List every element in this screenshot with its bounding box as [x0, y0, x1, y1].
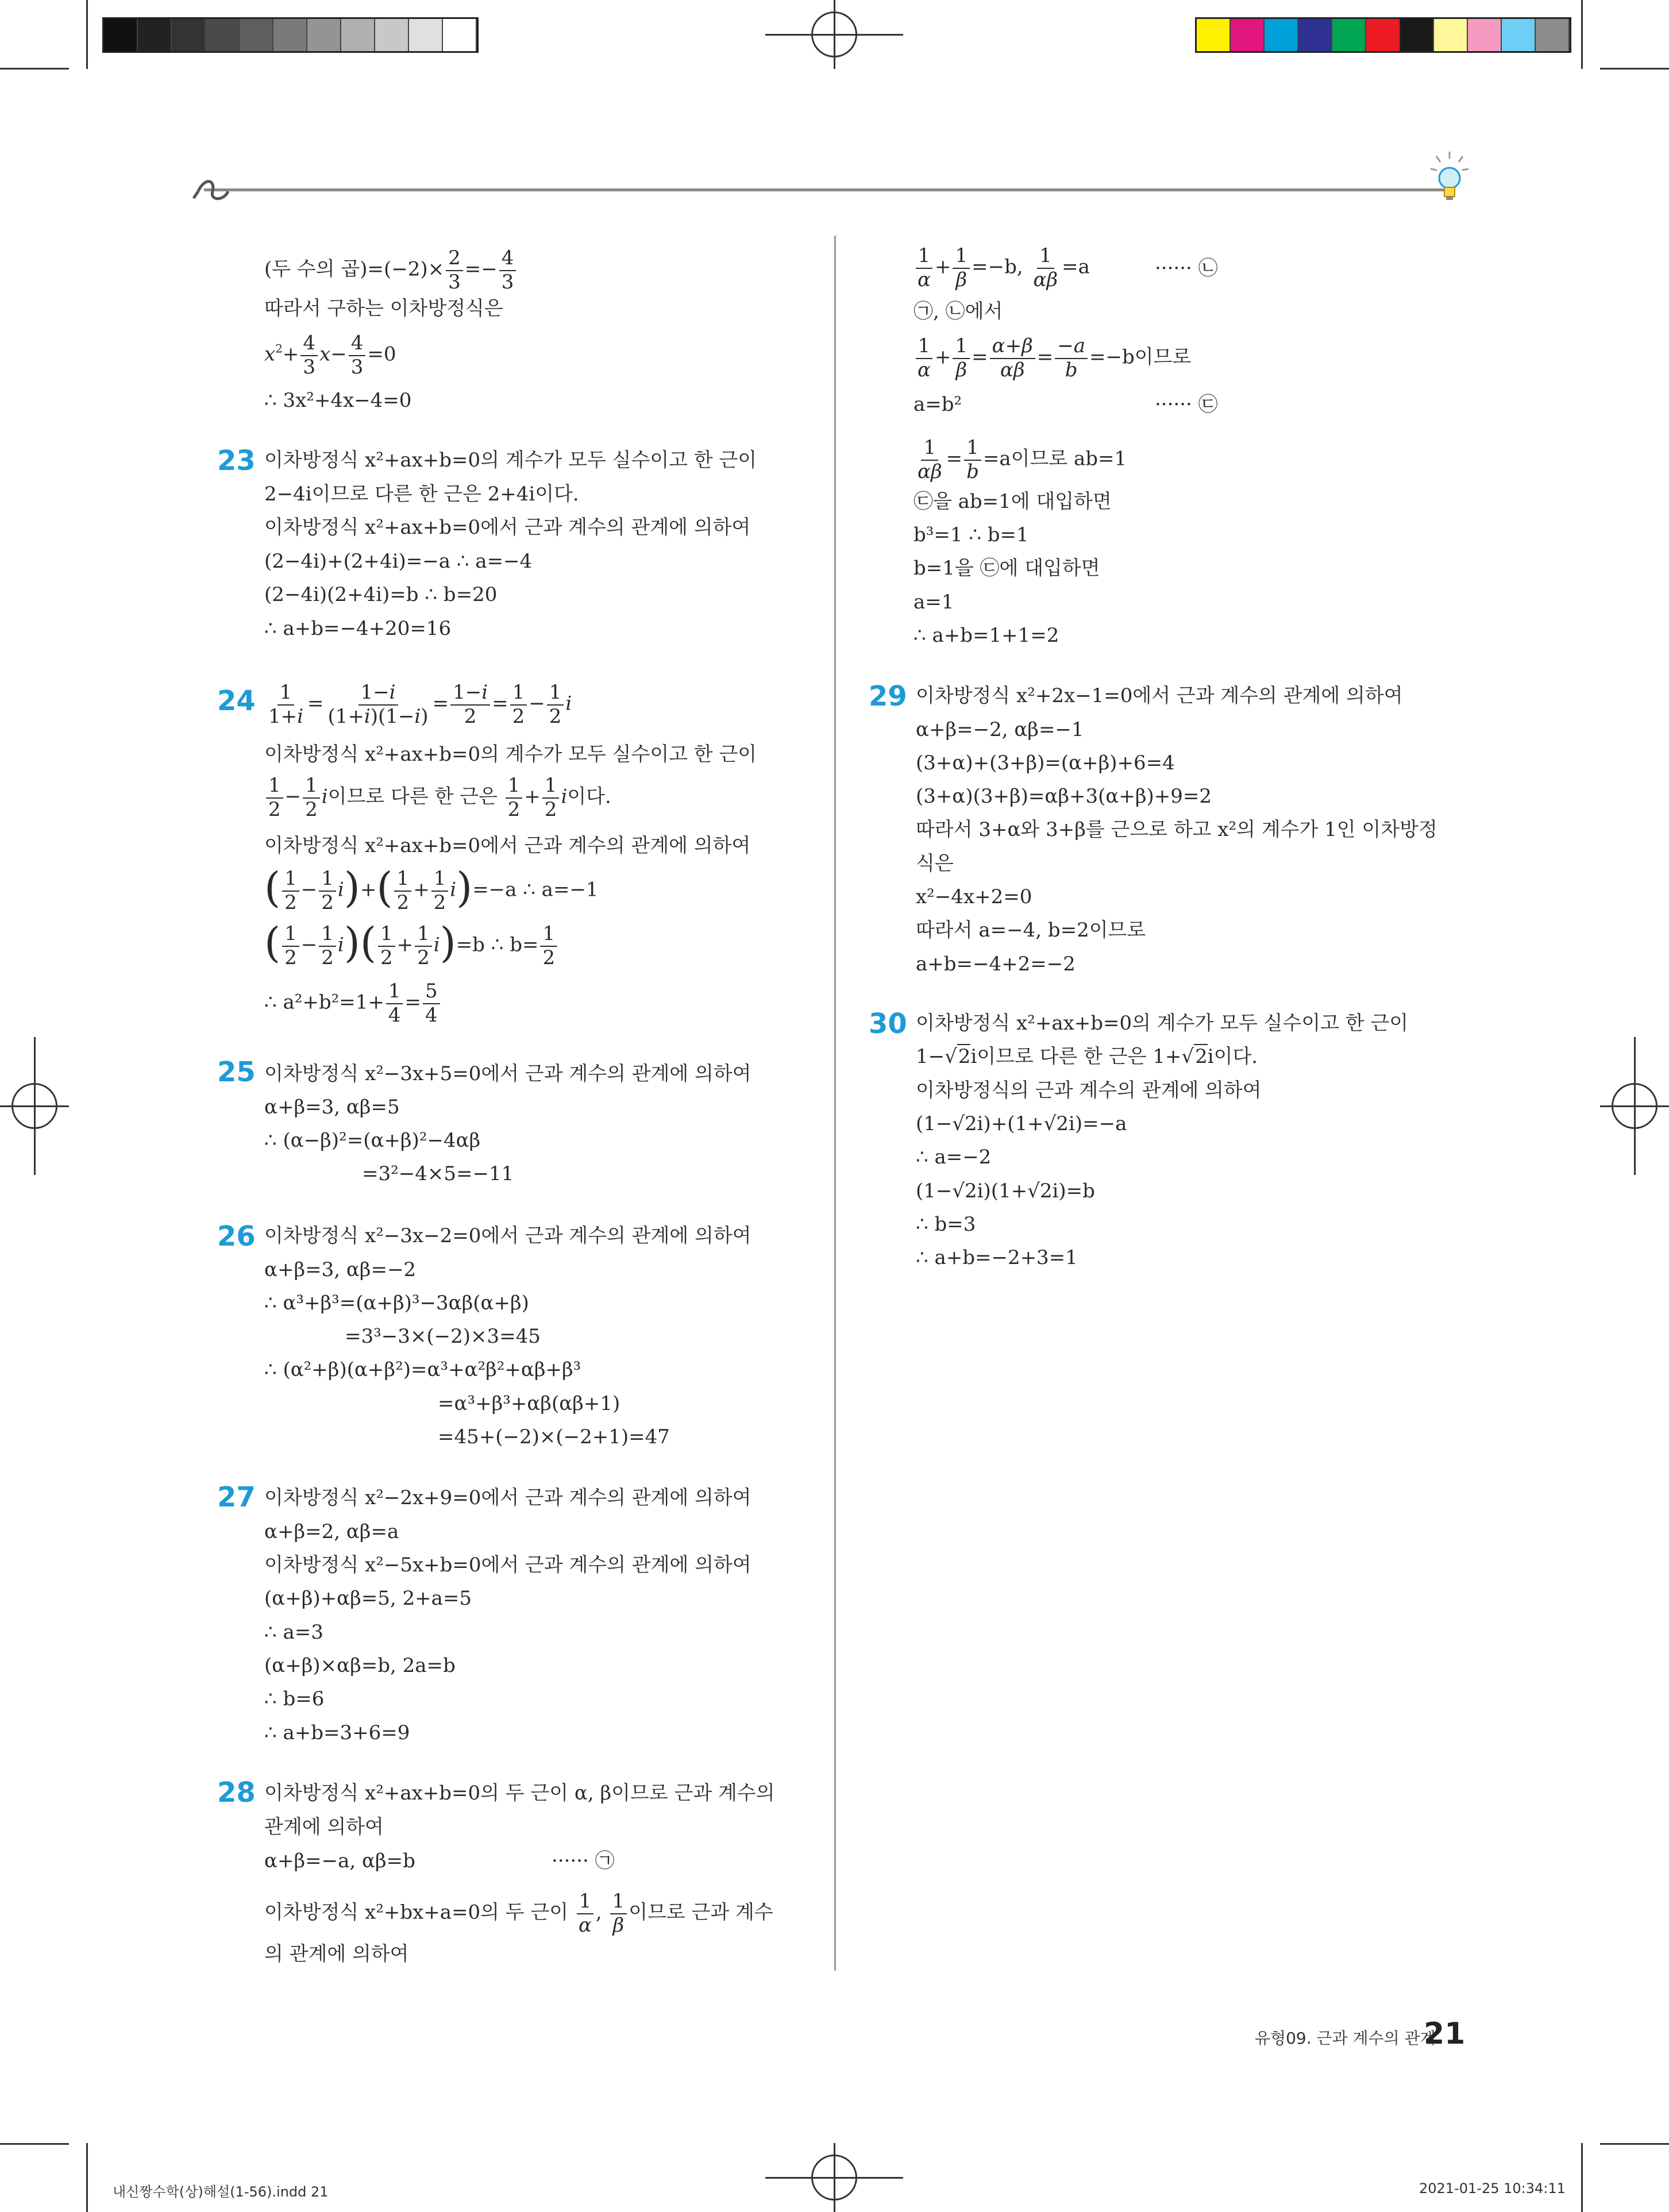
solution-line: α+β=2, αβ=a: [264, 1520, 399, 1543]
solution-line: ∴ a=3: [264, 1621, 323, 1644]
color-calibration-bar: [1195, 17, 1571, 53]
solution-line: α+β=3, αβ=5: [264, 1096, 400, 1119]
solution-line: ∴ (α−β)²=(α+β)²−4αβ: [264, 1129, 481, 1152]
solution-line: 식은: [916, 852, 954, 875]
solution-line: ㉢을 ab=1에 대입하면: [913, 490, 1112, 513]
gray-swatch: [104, 19, 138, 51]
solution-line: ∴ α³+β³=(α+β)³−3αβ(α+β): [264, 1292, 529, 1315]
solution-line: $\frac{1}{\alpha}$ + $\frac{1}{\beta}$ =−b, $\frac{1}{\alpha\beta}$ =a ······ ㉡: [913, 246, 1090, 290]
solution-line: 이차방정식 x²+ax+b=0에서 근과 계수의 관계에 의하여: [264, 516, 751, 539]
solution-line: (2−4i)(2+4i)=b ∴ b=20: [264, 583, 498, 606]
solution-line: 이차방정식 x²+2x−1=0에서 근과 계수의 관계에 의하여: [916, 684, 1403, 707]
color-swatch: [1400, 19, 1434, 51]
problem-number: 28: [217, 1776, 256, 1809]
solution-line: 2−4i이므로 다른 한 근은 2+4i이다.: [264, 483, 579, 506]
solution-line: 이차방정식 x²−3x+5=0에서 근과 계수의 관계에 의하여: [264, 1062, 751, 1085]
solution-line: 따라서 3+α와 3+β를 근으로 하고 x²의 계수가 1인 이차방정: [916, 818, 1437, 841]
color-swatch: [1468, 19, 1502, 51]
solution-line: $\frac{1}{\alpha}$ + $\frac{1}{\beta}$ = $\frac{\alpha+\beta}{\alpha\beta}$ = $\frac{-a}{b}$ =−b이므로: [913, 336, 1191, 380]
color-swatch: [1197, 19, 1231, 51]
solution-line: α+β=3, αβ=−2: [264, 1258, 417, 1281]
solution-line: 의 관계에 의하여: [264, 1943, 409, 1966]
solution-line: 이차방정식의 근과 계수의 관계에 의하여: [916, 1079, 1262, 1102]
solution-line: ∴ a+b=−2+3=1: [916, 1246, 1078, 1269]
file-slug: 내신짱수학(상)해설(1-56).indd 21: [113, 2184, 329, 2200]
solution-line: =45+(−2)×(−2+1)=47: [438, 1425, 670, 1448]
solution-line: 이차방정식 x²−5x+b=0에서 근과 계수의 관계에 의하여: [264, 1554, 751, 1577]
solution-line: ∴ a=−2: [916, 1146, 992, 1169]
solution-line: (3+α)(3+β)=αβ+3(α+β)+9=2: [916, 785, 1212, 808]
solution-line: b=1을 ㉢에 대입하면: [913, 557, 1100, 580]
gray-swatch: [375, 19, 409, 51]
color-swatch: [1434, 19, 1468, 51]
column-divider: [834, 236, 836, 1971]
solution-line: (2−4i)+(2+4i)=−a ∴ a=−4: [264, 550, 533, 573]
solution-line: (3+α)+(3+β)=(α+β)+6=4: [916, 752, 1175, 774]
solution-line: (1−√2i)(1+√2i)=b: [916, 1180, 1095, 1203]
solution-line: =3³−3×(−2)×3=45: [345, 1325, 541, 1348]
color-swatch: [1265, 19, 1298, 51]
solution-line: =α³+β³+αβ(αβ+1): [438, 1392, 620, 1415]
gray-swatch: [273, 19, 307, 51]
solution-line: $\frac{1}{\alpha\beta}$ = $\frac{1}{b}$ =a이므로 ab=1: [918, 436, 1127, 483]
problem-number: 30: [869, 1008, 907, 1040]
crop-mark: [86, 2143, 88, 2212]
solution-line: 이차방정식 x²+ax+b=0의 계수가 모두 실수이고 한 근이: [264, 449, 757, 472]
product-of-roots-line: (두 수의 곱)=(−2)× $\frac{2}{3}$ =− $\frac{4}{3}$: [264, 248, 518, 292]
solution-line: 이차방정식 x²+ax+b=0에서 근과 계수의 관계에 의하여: [264, 834, 751, 857]
section-title: 유형09. 근과 계수의 관계: [1255, 2029, 1436, 2048]
gray-swatch: [240, 19, 273, 51]
color-swatch: [1536, 19, 1570, 51]
solution-line: ∴ a²+b²=1+ $\frac{1}{4}$ = $\frac{5}{4}$: [264, 981, 442, 1026]
solution-line: ∴ a+b=3+6=9: [264, 1721, 410, 1744]
page-number: 21: [1424, 2017, 1466, 2051]
solution-line: x²−4x+2=0: [916, 885, 1032, 908]
color-swatch: [1366, 19, 1400, 51]
solution-line: a+b=−4+2=−2: [916, 953, 1076, 976]
gray-swatch: [172, 19, 206, 51]
solution-line: 이차방정식 x²+ax+b=0의 계수가 모두 실수이고 한 근이: [264, 743, 757, 766]
solution-line: ∴ b=6: [264, 1687, 325, 1710]
color-swatch: [1231, 19, 1265, 51]
gray-swatch: [138, 19, 172, 51]
solution-line: (α+β)×αβ=b, 2a=b: [264, 1654, 456, 1677]
print-timestamp: 2021-01-25 10:34:11: [1419, 2180, 1566, 2196]
crop-mark: [0, 68, 69, 70]
header-rule: [204, 188, 1445, 191]
solution-line: ( $\frac{1}{2}$ − $\frac{1}{2}$ i)+( $\frac{1}{2}$ + $\frac{1}{2}$ i)=−a ∴ a=−1: [264, 863, 599, 914]
solution-line: 이차방정식 x²−3x−2=0에서 근과 계수의 관계에 의하여: [264, 1224, 751, 1247]
gray-swatch: [341, 19, 375, 51]
problem-number: 25: [217, 1056, 256, 1088]
solution-line: 1−√2i이므로 다른 한 근은 1+√2i이다.: [916, 1045, 1258, 1068]
solution-line: (1−√2i)+(1+√2i)=−a: [916, 1112, 1127, 1135]
crop-mark: [86, 0, 88, 69]
gray-swatch: [206, 19, 240, 51]
solution-line: 관계에 의하여: [264, 1816, 384, 1839]
solution-line: (α+β)+αβ=5, 2+a=5: [264, 1587, 472, 1610]
solution-line: α+β=−2, αβ=−1: [916, 718, 1084, 741]
gray-swatch: [443, 19, 477, 51]
gray-swatch: [307, 19, 341, 51]
crop-mark: [1581, 0, 1583, 69]
problem-number: 24: [217, 685, 256, 717]
problem-number: 23: [217, 445, 256, 477]
color-swatch: [1502, 19, 1536, 51]
solution-line: α+β=−a, αβ=b ······ ㉠: [264, 1849, 615, 1872]
lightbulb-icon: [1429, 151, 1470, 208]
equation-simplification: $\frac{1}{1+i}$ = $\frac{1-i}{(1+i)(1-i)}$ = $\frac{1-i}{2}$ = $\frac{1}{2}$ − $\frac{1}{2}$ i: [268, 681, 572, 728]
solution-line: ∴ a+b=1+1=2: [913, 624, 1059, 647]
solution-line: ∴ b=3: [916, 1213, 976, 1236]
solution-line: a=1: [913, 591, 954, 614]
color-swatch: [1298, 19, 1332, 51]
solution-line: ㉠, ㉡에서: [913, 300, 1003, 323]
problem-number: 29: [869, 680, 907, 712]
solution-line: $\frac{1}{2}$ − $\frac{1}{2}$ i이므로 다른 한 근은 $\frac{1}{2}$ + $\frac{1}{2}$ i이다.: [264, 776, 611, 820]
solution-line: =3²−4×5=−11: [362, 1162, 514, 1185]
problem-number: 26: [217, 1220, 256, 1253]
intro-result: ∴ 3x²+4x−4=0: [264, 389, 412, 412]
problem-number: 27: [217, 1481, 256, 1513]
ribbon-icon: [192, 175, 233, 207]
solution-line: 이차방정식 x²+ax+b=0의 두 근이 α, β이므로 근과 계수의: [264, 1782, 775, 1805]
solution-line: a=b² ······ ㉢: [913, 393, 1218, 416]
solution-line: 이차방정식 x²+ax+b=0의 계수가 모두 실수이고 한 근이: [916, 1012, 1409, 1035]
crop-mark: [1581, 2143, 1583, 2212]
crop-mark: [0, 2143, 69, 2145]
crop-mark: [1600, 68, 1669, 70]
solution-line: ∴ (α²+β)(α+β²)=α³+α²β²+αβ+β³: [264, 1358, 581, 1381]
solution-line: 따라서 a=−4, b=2이므로: [916, 919, 1146, 942]
solution-line: b³=1 ∴ b=1: [913, 523, 1029, 546]
color-swatch: [1332, 19, 1366, 51]
gray-swatch: [409, 19, 443, 51]
solution-line: ( $\frac{1}{2}$ − $\frac{1}{2}$ i)( $\frac{1}{2}$ + $\frac{1}{2}$ i)=b ∴ b= $\frac{1}{2}$: [264, 924, 559, 968]
solution-line: ∴ a+b=−4+20=16: [264, 617, 452, 640]
solution-line: 이차방정식 x²+bx+a=0의 두 근이 $\frac{1}{\alpha}$ , $\frac{1}{\beta}$ 이므로 근과 계수: [264, 1890, 773, 1937]
intro-text: 따라서 구하는 이차방정식은: [264, 297, 503, 320]
crop-mark: [1600, 2143, 1669, 2145]
intro-equation: $x^2+$ $\frac{4}{3}$ x− $\frac{4}{3}$ =0: [264, 332, 396, 379]
solution-line: 이차방정식 x²−2x+9=0에서 근과 계수의 관계에 의하여: [264, 1486, 751, 1509]
grayscale-calibration-bar: [102, 17, 479, 53]
